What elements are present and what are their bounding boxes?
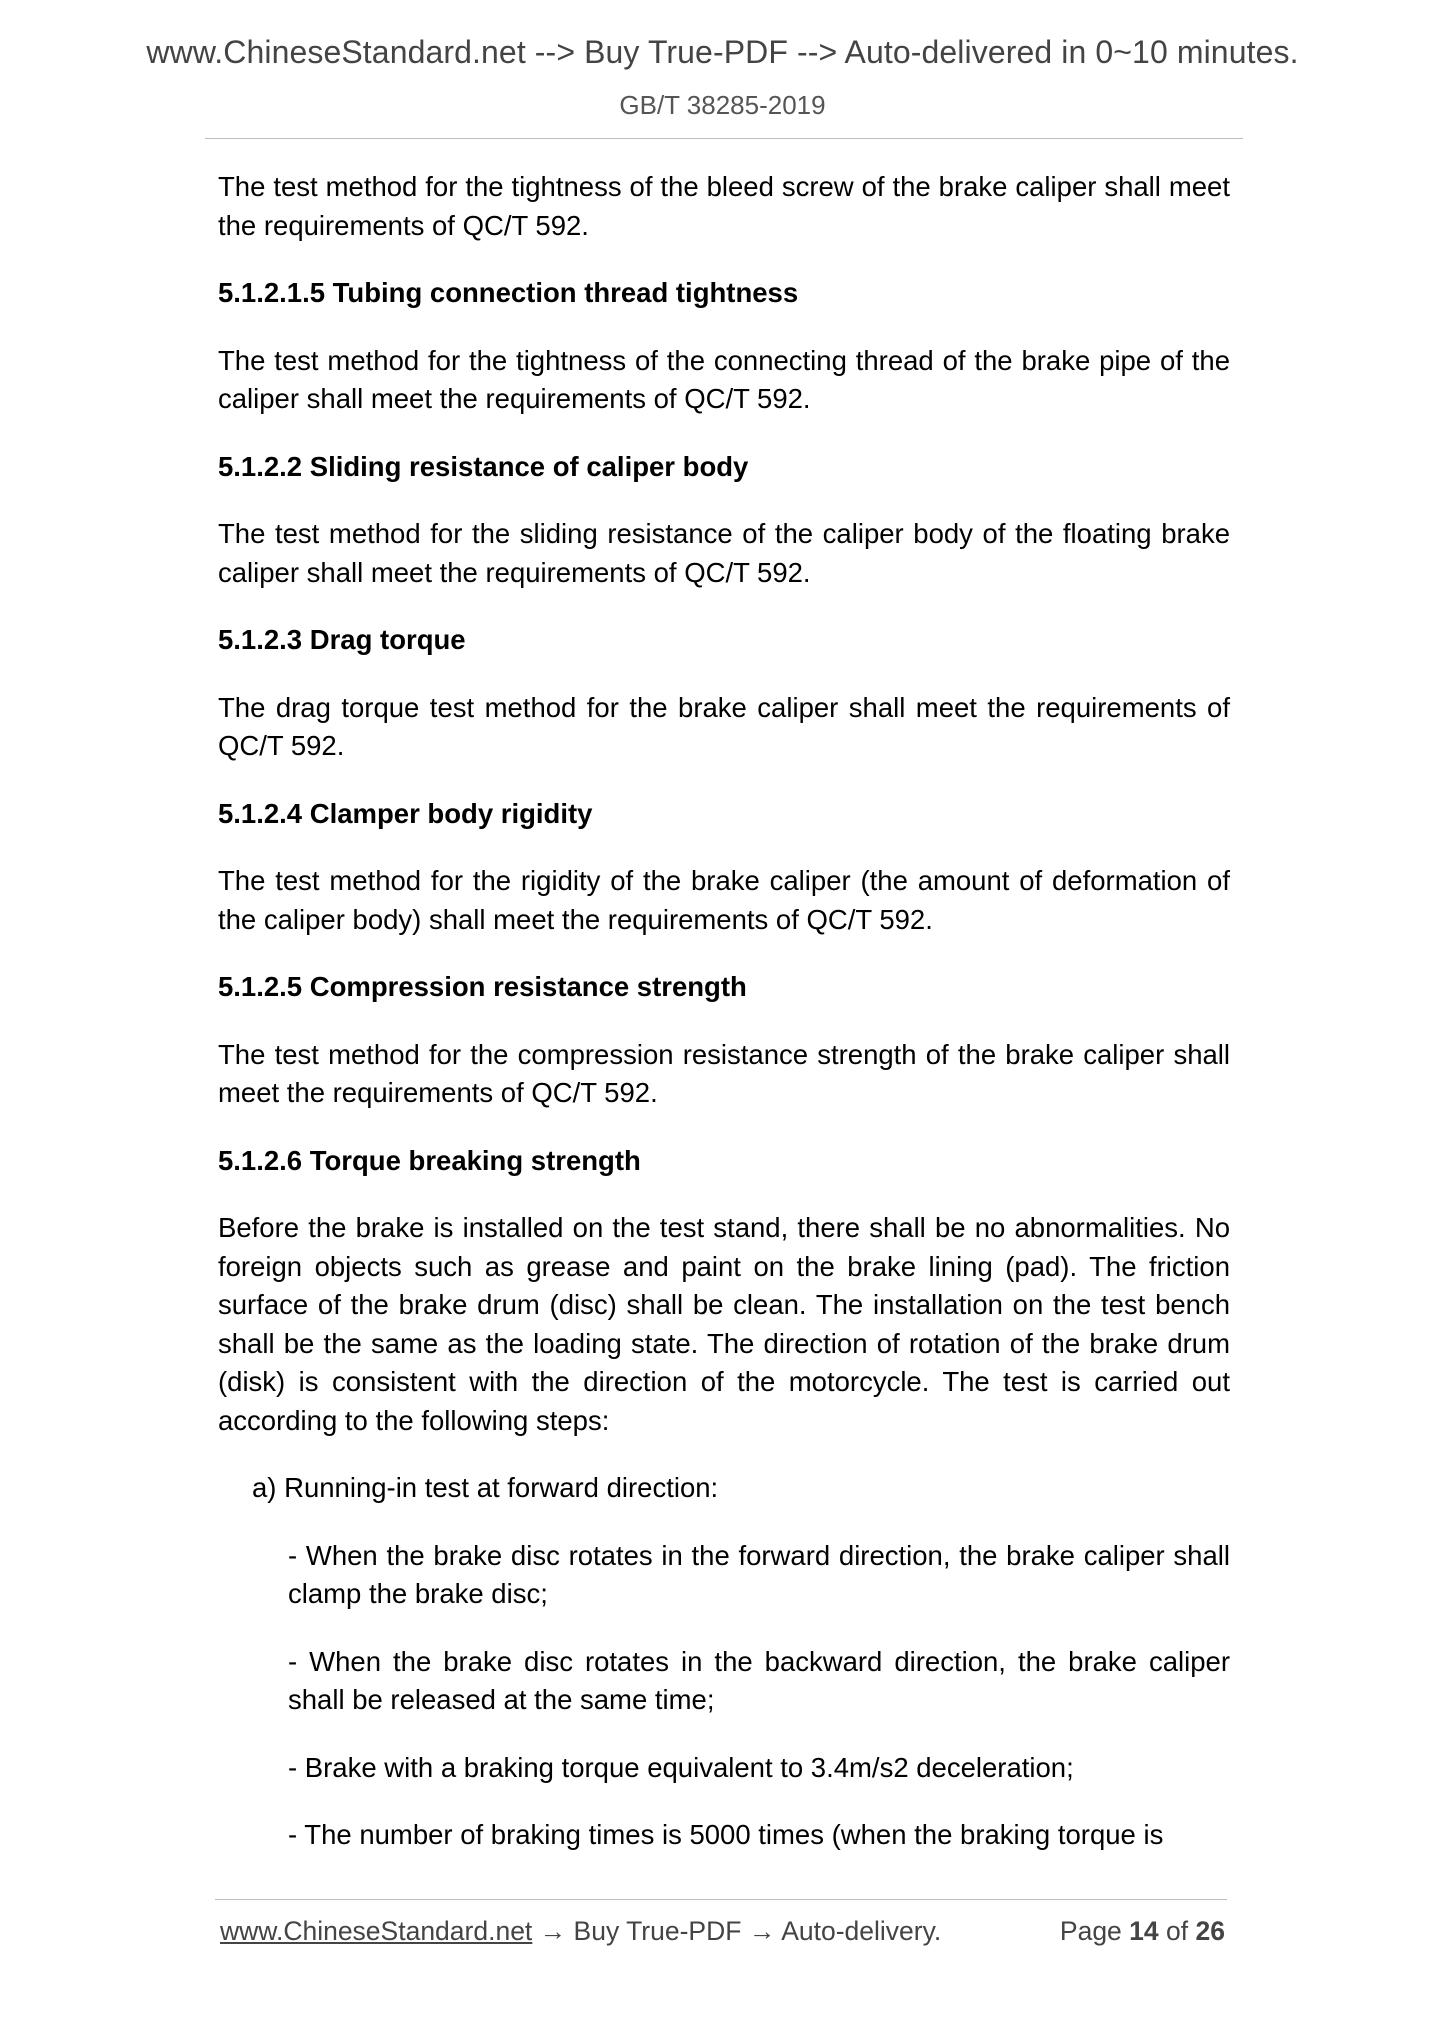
heading-5-1-2-6: 5.1.2.6 Torque breaking strength xyxy=(218,1144,641,1176)
footer-delivery-text: Auto-delivery. xyxy=(781,1916,942,1946)
list-item: - The number of braking times is 5000 times (when the braking torque is xyxy=(288,1819,1164,1850)
step-a: a) Running-in test at forward direction: xyxy=(252,1472,719,1503)
paragraph-thread-tightness: The test method for the tightness of the connecting thread of the brake pipe of the caliper shall meet the requirements of QC/T 592. xyxy=(218,344,1230,414)
paragraph-compression: The test method for the compression resistance strength of the brake caliper shall meet the requirements of QC/T 592. xyxy=(218,1038,1230,1108)
page-indicator xyxy=(1060,1916,1225,1947)
header-divider xyxy=(205,138,1243,139)
list-item: - Brake with a braking torque equivalent to 3.4m/s2 deceleration; xyxy=(288,1751,1074,1783)
arrow-icon: → xyxy=(748,1916,776,1946)
list-item: - When the brake disc rotates in the forward direction, the brake caliper shall clamp the brake disc; xyxy=(288,1539,1230,1609)
heading-5-1-2-5: 5.1.2.5 Compression resistance strength xyxy=(218,971,747,1002)
total-pages: 26 xyxy=(1195,1916,1225,1946)
paragraph-bleed-screw: The test method for the tightness of the bleed screw of the brake caliper shall meet the requirements of QC/T 592. xyxy=(218,171,1230,241)
footer-divider xyxy=(215,1899,1227,1900)
footer-site-link[interactable]: www.ChineseStandard.net xyxy=(220,1916,533,1946)
page-content xyxy=(218,168,1230,1884)
paragraph-sliding-resistance: The test method for the sliding resistance of the caliper body of the floating brake caliper shall meet the requirements of QC/T 592. xyxy=(218,518,1230,588)
paragraph-drag-torque: The drag torque test method for the brake caliper shall meet the requirements of QC/T 592. xyxy=(218,691,1230,761)
of-label: of xyxy=(1166,1916,1189,1946)
heading-5-1-2-1-5: 5.1.2.1.5 Tubing connection thread tightness xyxy=(218,277,799,308)
page-label: Page xyxy=(1059,1916,1122,1946)
standard-code: GB/T 38285-2019 xyxy=(619,90,826,120)
footer-left xyxy=(220,1916,941,1947)
paragraph-rigidity: The test method for the rigidity of the brake caliper (the amount of deformation of the caliper body) shall meet the requirements of QC/T 592. xyxy=(218,865,1230,935)
heading-5-1-2-3: 5.1.2.3 Drag torque xyxy=(218,624,466,655)
page-number: 14 xyxy=(1129,1916,1159,1946)
arrow-icon: → xyxy=(539,1916,567,1946)
heading-5-1-2-4: 5.1.2.4 Clamper body rigidity xyxy=(218,797,593,829)
header-banner: www.ChineseStandard.net --> Buy True-PDF --> Auto-delivered in 0~10 minutes. xyxy=(146,34,1299,70)
paragraph-torque-breaking: Before the brake is installed on the test stand, there shall be no abnormalities. No foreign objects such as grease and paint on the brake lining (pad). The friction surface of the brake drum (disc) shall be clean. The installation on the test bench shall be the same as the loading state. The direction of rotation of the brake drum (disk) is consistent with the direction of the motorcycle. The test is carried out according to the following steps: xyxy=(218,1212,1230,1436)
footer-buy-text: Buy True-PDF xyxy=(573,1916,742,1946)
heading-5-1-2-2: 5.1.2.2 Sliding resistance of caliper body xyxy=(218,450,749,482)
list-item: - When the brake disc rotates in the backward direction, the brake caliper shall be released at the same time; xyxy=(288,1645,1230,1715)
